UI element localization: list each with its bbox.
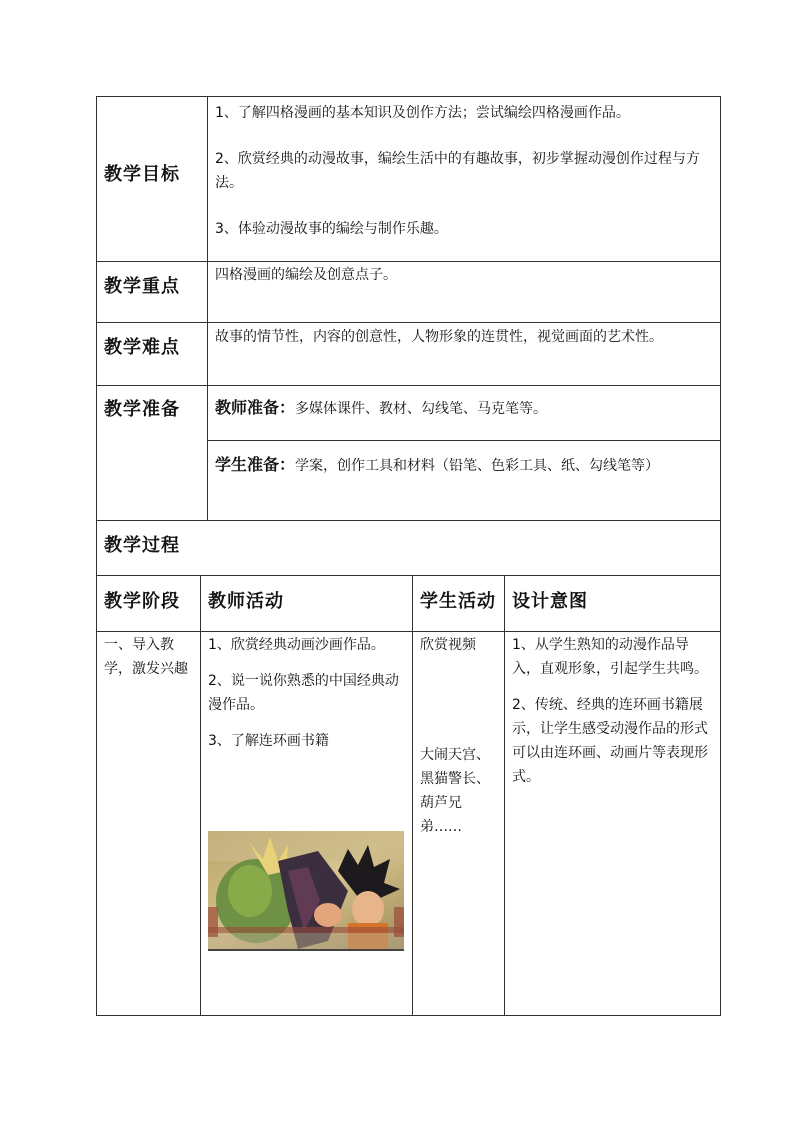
header-student-activity: 学生活动 xyxy=(420,591,496,612)
key-points-text: 四格漫画的编绘及创意点子。 xyxy=(215,267,397,283)
teacher-activity-item: 3、了解连环画书籍 xyxy=(208,733,329,749)
table-border-bottom xyxy=(96,1015,721,1016)
design-intent-cell xyxy=(512,633,712,789)
column-divider xyxy=(412,575,413,1015)
student-activity-watch: 欣赏视频 xyxy=(420,637,476,653)
row-divider xyxy=(96,575,721,576)
row-divider xyxy=(96,322,721,323)
difficulties-label: 教学难点 xyxy=(104,337,180,358)
student-activity-works: 大闹天宫、黑猫警长、葫芦兄弟…… xyxy=(420,747,490,835)
design-intent-item: 2、传统、经典的连环画书籍展示，让学生感受动漫作品的形式可以由连环画、动画片等表现形式。 xyxy=(512,697,708,785)
preparation-label: 教学准备 xyxy=(104,399,180,420)
comic-illustration-image xyxy=(208,831,404,951)
student-preparation xyxy=(215,451,711,480)
row-divider xyxy=(96,385,721,386)
table-border-right xyxy=(720,96,721,1015)
column-divider xyxy=(207,96,208,520)
table-border-left xyxy=(96,96,97,1015)
design-intent-item: 1、从学生熟知的动漫作品导入，直观形象，引起学生共鸣。 xyxy=(512,637,708,677)
key-points-label: 教学重点 xyxy=(104,276,180,297)
objectives-label: 教学目标 xyxy=(104,164,180,185)
column-divider xyxy=(200,575,201,1015)
comic-scene-graphic xyxy=(208,831,404,949)
objective-item: 3、体验动漫故事的编绘与制作乐趣。 xyxy=(215,221,448,237)
header-design-intent: 设计意图 xyxy=(512,591,588,612)
objective-item: 1、了解四格漫画的基本知识及创作方法；尝试编绘四格漫画作品。 xyxy=(215,105,630,121)
column-divider xyxy=(504,575,505,1015)
student-preparation-label: 学生准备： xyxy=(215,455,296,474)
header-stage: 教学阶段 xyxy=(104,591,180,612)
student-preparation-text: 学案，创作工具和材料（铅笔、色彩工具、纸、勾线笔等） xyxy=(295,458,660,474)
teacher-preparation-label: 教师准备： xyxy=(215,398,296,417)
header-teacher-activity: 教师活动 xyxy=(208,591,284,612)
teacher-activity-cell xyxy=(208,633,404,753)
teacher-preparation-text: 多媒体课件、教材、勾线笔、马克笔等。 xyxy=(295,401,548,417)
table-border-top xyxy=(96,96,721,97)
row-divider xyxy=(96,261,721,262)
objective-item: 2、欣赏经典的动漫故事，编绘生活中的有趣故事，初步掌握动漫创作过程与方法。 xyxy=(215,151,700,191)
process-title: 教学过程 xyxy=(104,535,180,556)
row-divider xyxy=(207,440,721,441)
teacher-preparation xyxy=(215,396,711,421)
teacher-activity-item: 1、欣赏经典动画沙画作品。 xyxy=(208,637,385,653)
stage-cell: 一、导入教学，激发兴趣 xyxy=(104,637,188,677)
objectives-list xyxy=(215,101,711,241)
difficulties-text: 故事的情节性，内容的创意性，人物形象的连贯性，视觉画面的艺术性。 xyxy=(215,329,663,345)
teacher-activity-item: 2、说一说你熟悉的中国经典动漫作品。 xyxy=(208,673,399,713)
row-divider xyxy=(96,520,721,521)
row-divider xyxy=(96,631,721,632)
